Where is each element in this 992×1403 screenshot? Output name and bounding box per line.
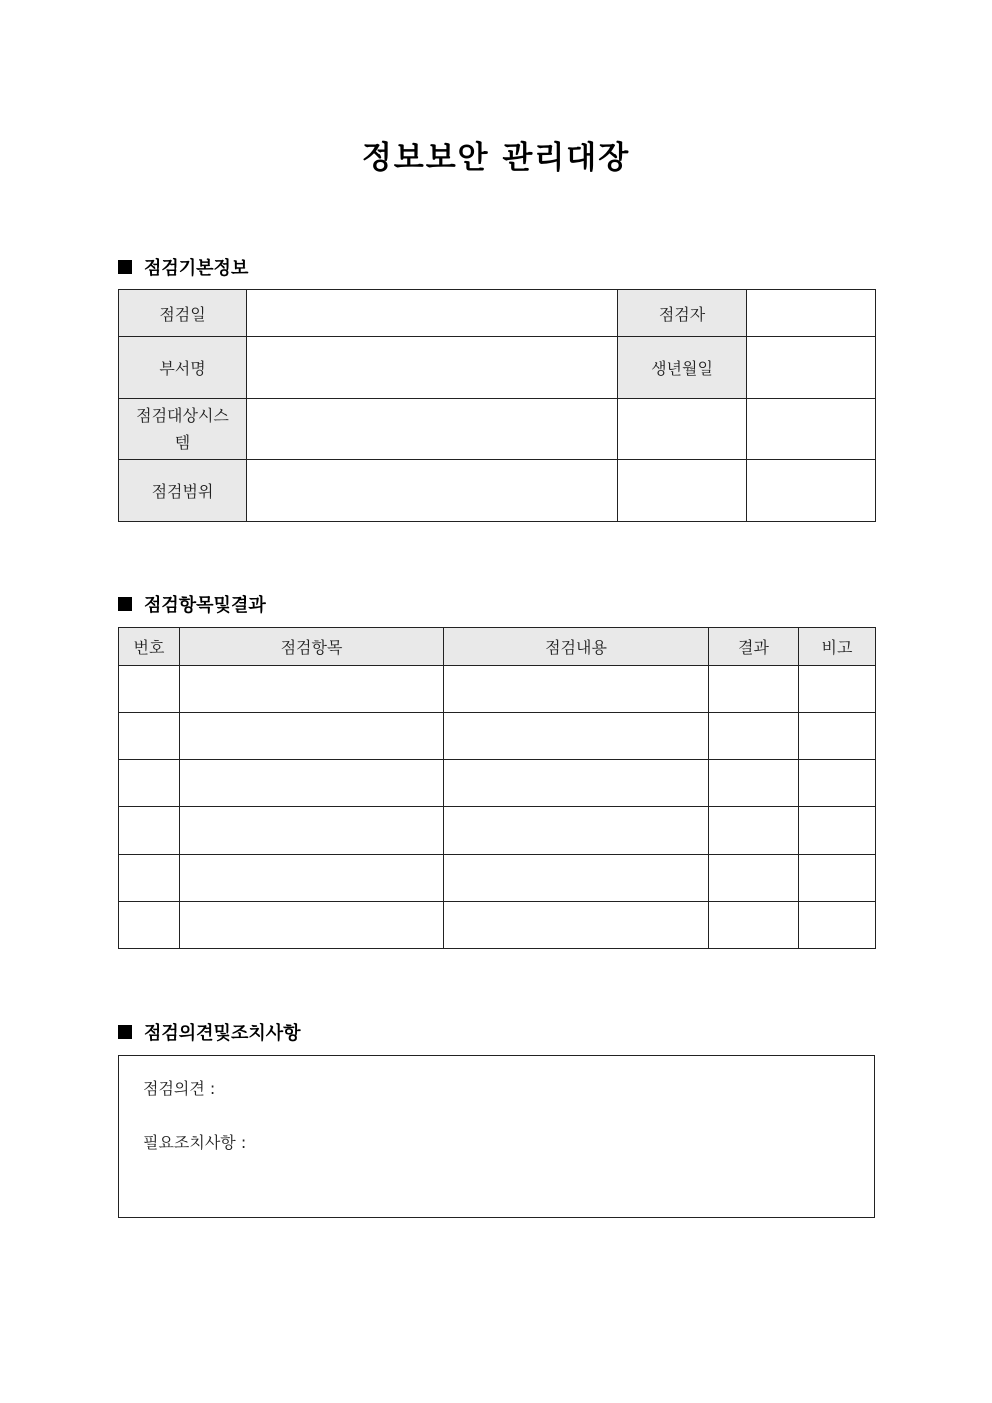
table-row [119,902,876,949]
section-heading-label: 점검기본정보 [144,258,249,279]
table-cell[interactable] [799,760,876,807]
target-system-label-line2: 템 [174,433,191,452]
table-row [119,337,876,399]
table-cell[interactable] [444,666,709,713]
target-system-field[interactable] [247,399,618,460]
section-heading-results [118,591,266,617]
table-cell[interactable] [799,807,876,855]
table-row [119,760,876,807]
department-field[interactable] [247,337,618,399]
table-cell[interactable] [799,666,876,713]
column-header-result: 결과 [709,628,799,666]
empty-cell[interactable] [747,460,876,522]
page-title: 정보보안 관리대장 [361,140,631,176]
scope-label: 점검범위 [119,460,247,522]
inspector-field[interactable] [747,290,876,337]
inspection-date-field[interactable] [247,290,618,337]
table-cell[interactable] [119,713,180,760]
table-cell[interactable] [709,902,799,949]
table-row [119,713,876,760]
square-bullet-icon [118,597,132,611]
opinion-label: 점검의견 : [143,1079,216,1098]
table-cell[interactable] [180,902,444,949]
inspector-label: 점검자 [618,290,747,337]
birthdate-field[interactable] [747,337,876,399]
table-cell[interactable] [444,760,709,807]
table-cell[interactable] [119,666,180,713]
table-row [119,460,876,522]
inspection-date-label: 점검일 [119,290,247,337]
target-system-label [119,399,247,460]
empty-cell[interactable] [618,399,747,460]
table-cell[interactable] [799,713,876,760]
square-bullet-icon [118,1025,132,1039]
table-cell[interactable] [180,760,444,807]
table-cell[interactable] [444,855,709,902]
table-cell[interactable] [709,855,799,902]
table-row [119,399,876,460]
section-heading-label: 점검항목및결과 [144,595,266,616]
table-cell[interactable] [444,713,709,760]
table-header-row [119,628,876,666]
action-label: 필요조치사항 : [143,1133,247,1152]
table-row [119,290,876,337]
column-header-content: 점검내용 [444,628,709,666]
table-cell[interactable] [180,666,444,713]
target-system-label-line1: 점검대상시스 [136,406,229,425]
table-cell[interactable] [709,713,799,760]
table-cell[interactable] [119,902,180,949]
section-heading-label: 점검의견및조치사항 [144,1023,301,1044]
table-row [119,807,876,855]
birthdate-label: 생년월일 [618,337,747,399]
table-cell[interactable] [444,902,709,949]
department-label: 부서명 [119,337,247,399]
table-cell[interactable] [709,666,799,713]
table-cell[interactable] [799,902,876,949]
results-table [118,627,876,949]
table-cell[interactable] [119,855,180,902]
column-header-number: 번호 [119,628,180,666]
table-row [119,666,876,713]
table-cell[interactable] [119,760,180,807]
basic-info-table [118,289,876,522]
empty-cell[interactable] [618,460,747,522]
table-cell[interactable] [119,807,180,855]
square-bullet-icon [118,260,132,274]
table-cell[interactable] [180,713,444,760]
scope-field[interactable] [247,460,618,522]
table-cell[interactable] [180,855,444,902]
table-cell[interactable] [709,760,799,807]
opinion-box[interactable] [118,1055,875,1218]
table-cell[interactable] [709,807,799,855]
column-header-item: 점검항목 [180,628,444,666]
table-cell[interactable] [444,807,709,855]
section-heading-opinion [118,1019,301,1045]
table-cell[interactable] [180,807,444,855]
table-cell[interactable] [799,855,876,902]
column-header-remarks: 비고 [799,628,876,666]
empty-cell[interactable] [747,399,876,460]
section-heading-basic-info [118,254,248,280]
table-row [119,855,876,902]
